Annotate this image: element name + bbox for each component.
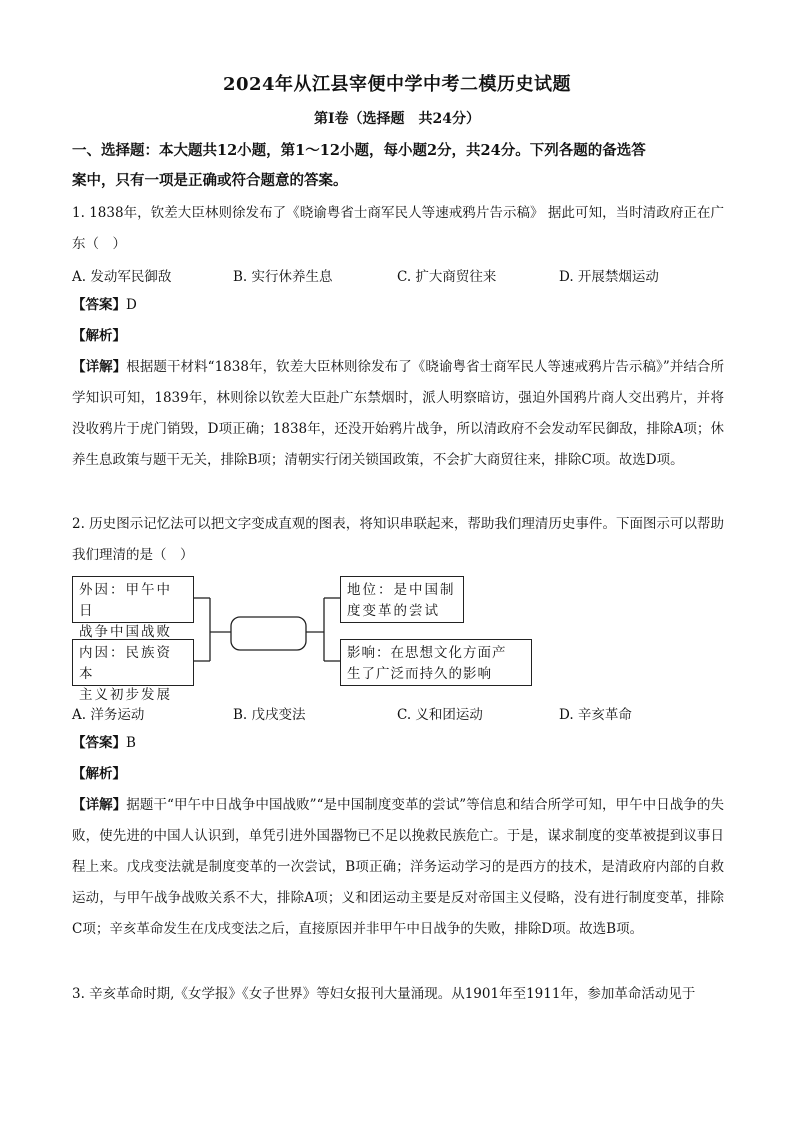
diagram-status: 地位：是中国制 度变革的尝试 — [340, 576, 464, 623]
diagram-internal-cause: 内因：民族资本 主义初步发展 — [72, 639, 194, 686]
section-heading — [72, 136, 732, 196]
q2-answer-label: 【答案】 — [72, 735, 126, 751]
q2-detail-text: 据题干“甲午中日战争中国战败”“是中国制度变革的尝试”等信息和结合所学可知，甲午中日战争的失败，使先进的中国人认识到，单凭引进外国器物已不足以挽救民族危亡。于是，谋求制度的变革被提到议事日程上来。戊戌变法就是制度变革的一次尝试，B项正确；洋务运动学习的是西方的技术，是清政府内部的自救运动，与甲午战争战败关系不大，排除A项；义和团运动主要是反对帝国主义侵略，没有进行制度变革，排除C项；辛亥革命发生在戊戌变法之后，直接原因并非甲午中日战争的失败，排除D项。故选B项。 — [72, 797, 725, 937]
q1-answer — [72, 290, 137, 320]
q1-detail-label: 【详解】 — [72, 359, 127, 375]
q2-detail — [72, 790, 724, 945]
q1-detail-text: 根据题干材料“1838年，钦差大臣林则徐发布了《晓谕粤省士商军民人等速戒鸦片告示稿》”并结合所学知识可知，1839年，林则徐以钦差大臣赴广东禁烟时，派人明察暗访，强迫外国鸦片商人交出鸦片，并将没收鸦片于虎门销毁，D项正确；1838年，还没开始鸦片战争，所以清政府不会发动军民御敌，排除A项；休养生息政策与题干无关，排除B项；清朝实行闭关锁国政策，不会扩大商贸往来，排除C项。故选D项。 — [72, 359, 725, 468]
exam-title: 2024年从江县宰便中学中考二模历史试题 — [222, 74, 572, 95]
diagram-influence: 影响：在思想文化方面产 生了广泛而持久的影响 — [340, 639, 532, 686]
q2-option-c: C. 义和团运动 — [397, 707, 483, 723]
question-1-stem: 1. 1838年，钦差大臣林则徐发布了《晓谕粤省士商军民人等速戒鸦片告示稿》 据此可知，当时清政府正在广东（ ） — [72, 205, 724, 252]
section-heading-line2: 案中，只有一项是正确或符合题意的答案。 — [72, 172, 348, 189]
q1-answer-label: 【答案】 — [72, 297, 126, 313]
question-3-stem: 3. 辛亥革命时期,《女学报》《女子世界》等妇女报刊大量涌现。从1901年至1911年，参加革命活动见于 — [72, 986, 696, 1002]
q2-detail-label: 【详解】 — [72, 797, 127, 813]
q1-analysis-label: 【解析】 — [72, 328, 126, 344]
question-1-options — [72, 259, 724, 289]
q2-analysis-label: 【解析】 — [72, 766, 126, 782]
q2-option-d: D. 辛亥革命 — [559, 707, 632, 723]
question-2-options — [72, 697, 724, 727]
q1-option-b: B. 实行休养生息 — [233, 269, 333, 285]
q2-answer — [72, 728, 136, 758]
q1-detail — [72, 352, 724, 476]
diagram-external-cause: 外因：甲午中日 战争中国战败 — [72, 576, 194, 623]
q1-option-a: A. 发动军民御敌 — [72, 269, 172, 285]
exam-subtitle: 第Ⅰ卷（选择题 共24分） — [313, 111, 481, 127]
q2-option-b: B. 戊戌变法 — [233, 707, 306, 723]
question-2-stem: 2. 历史图示记忆法可以把文字变成直观的图表，将知识串联起来，帮助我们理清历史事件。下面图示可以帮助我们理清的是（ ） — [72, 516, 724, 563]
q2-option-a: A. 洋务运动 — [72, 707, 145, 723]
diagram-blank-box — [231, 617, 306, 650]
q1-answer-value: D — [126, 297, 137, 313]
q2-diagram — [72, 573, 532, 703]
q2-answer-value: B — [126, 735, 136, 751]
section-heading-line1: 一、选择题：本大题共12小题，第1～12小题，每小题2分，共24分。下列各题的备选答 — [72, 142, 646, 159]
q1-option-c: C. 扩大商贸往来 — [397, 269, 497, 285]
q1-option-d: D. 开展禁烟运动 — [559, 269, 659, 285]
